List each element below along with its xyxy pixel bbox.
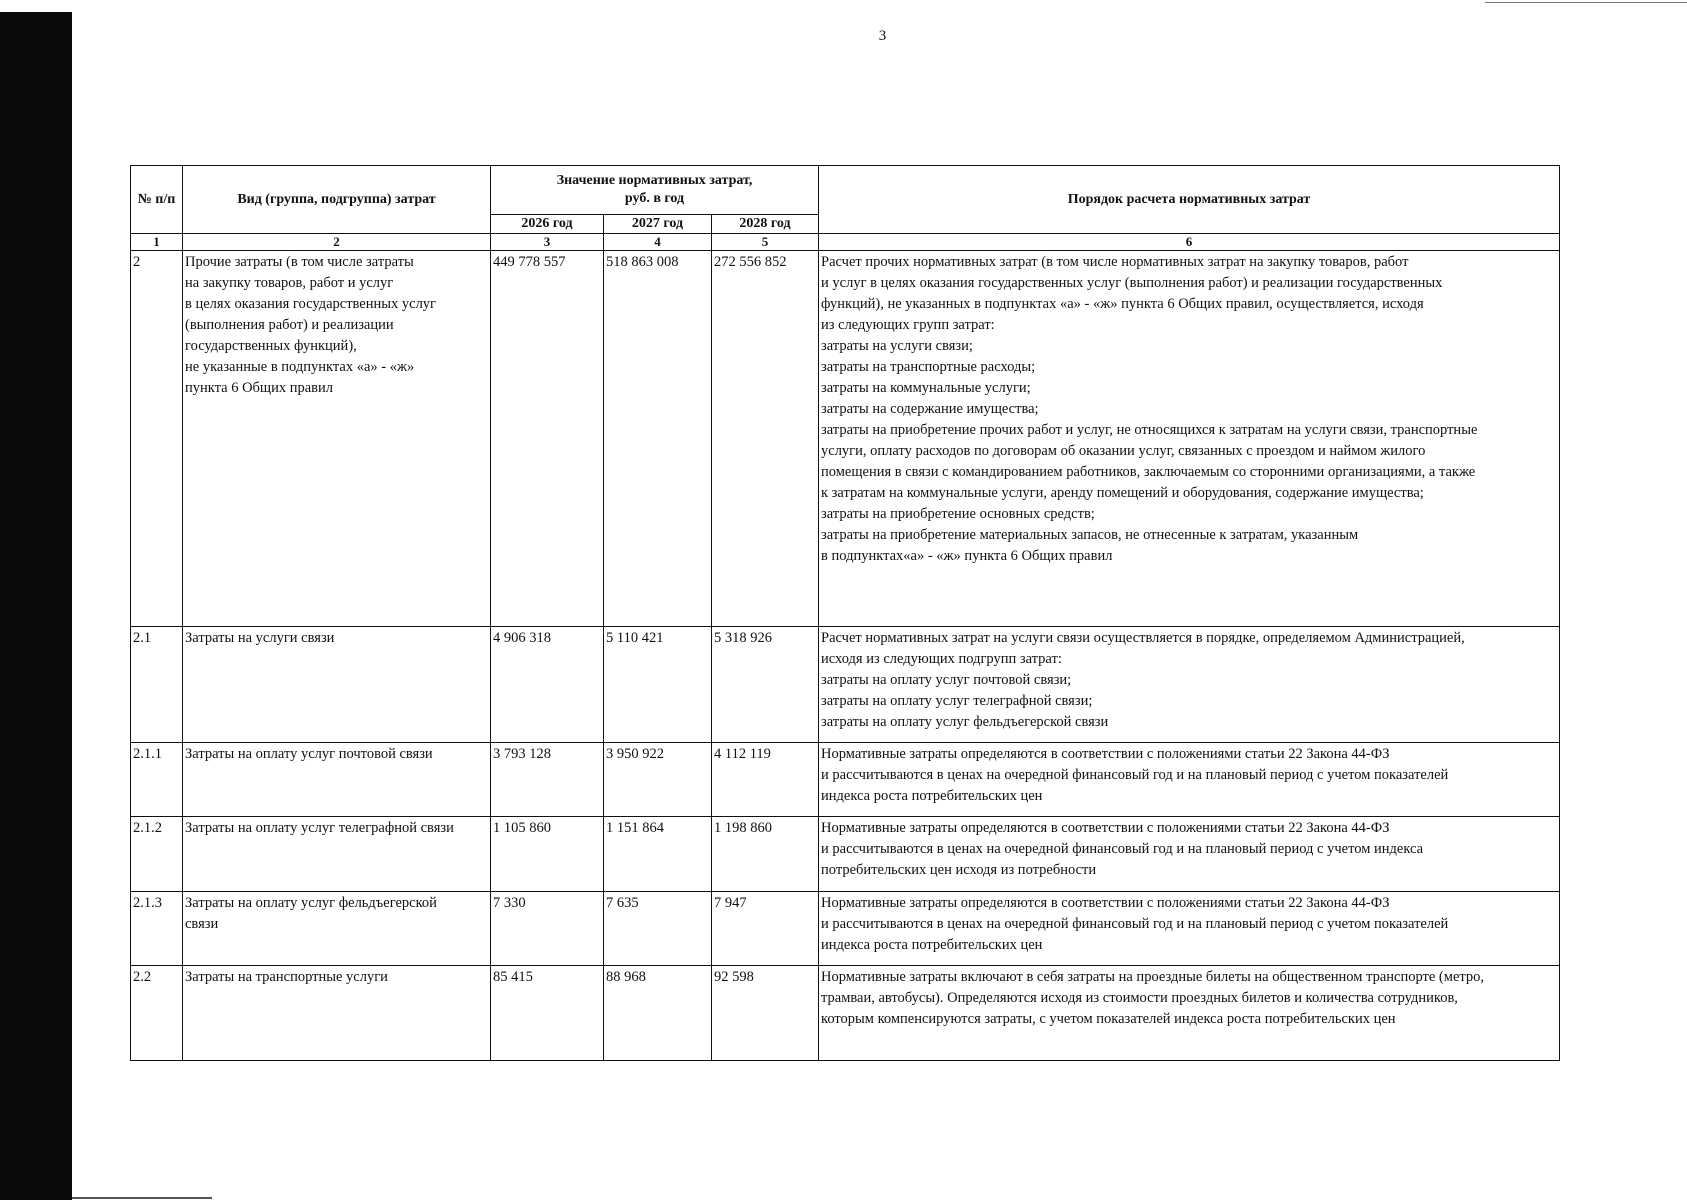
- row-procedure: Нормативные затраты определяются в соответствии с положениями статьи 22 Закона 44-ФЗ и рассчитываются в ценах на очередной финансовый год и на плановый период с учетом показателей индекса роста потребительских цен: [819, 891, 1560, 965]
- table-row: [131, 817, 1560, 891]
- row-num: 2.2: [131, 965, 183, 1060]
- header-year-2027: 2027 год: [604, 215, 712, 234]
- row-cost-type: Прочие затраты (в том числе затраты на закупку товаров, работ и услуг в целях оказания государственных услуг (выполнения работ) и реализации государственных функций), не указанные в подпунктах «а» - «ж» пункта 6 Общих правил: [183, 251, 491, 627]
- row-cost-type: Затраты на транспортные услуги: [183, 965, 491, 1060]
- scan-edge-bar: [0, 12, 72, 1200]
- header-value-group: Значение нормативных затрат, руб. в год: [491, 166, 819, 215]
- scan-artifact-line: [1485, 2, 1687, 3]
- row-procedure: Расчет прочих нормативных затрат (в том числе нормативных затрат на закупку товаров, работ и услуг в целях оказания государственных услуг (выполнения работ) и реализации государственных функций), не указанных в подпунктах «а» - «ж» пункта 6 Общих правил, осуществляется, исходя из следующих групп затрат: затраты на услуги связи; затраты на транспортные расходы; затраты на коммунальные услуги; затраты на содержание имущества; затраты на приобретение прочих работ и услуг, не относящихся к затратам на услуги связи, транспортные услуги, оплату расходов по договорам об оказании услуг, связанных с проездом и наймом жилого помещения в связи с командированием работников, заключаемым со сторонними организациями, а также к затратам на коммунальные услуги, аренду помещений и оборудования, содержание имущества; затраты на приобретение основных средств; затраты на приобретение материальных запасов, не отнесенные к затратам, указанным в подпунктах«а» - «ж» пункта 6 Общих правил: [819, 251, 1560, 627]
- header-year-2028: 2028 год: [712, 215, 819, 234]
- page-number: 3: [878, 28, 887, 44]
- row-procedure: Расчет нормативных затрат на услуги связи осуществляется в порядке, определяемом Администрацией, исходя из следующих подгрупп затрат: затраты на оплату услуг почтовой связи; затраты на оплату услуг телеграфной связи; затраты на оплату услуг фельдъегерской связи: [819, 627, 1560, 743]
- row-cost-type: Затраты на оплату услуг телеграфной связи: [183, 817, 491, 891]
- header-procedure: Порядок расчета нормативных затрат: [819, 166, 1560, 234]
- row-value-2026: 4 906 318: [491, 627, 604, 743]
- column-number: 1: [131, 234, 183, 251]
- table-row: [131, 251, 1560, 627]
- header-year-2026: 2026 год: [491, 215, 604, 234]
- row-num: 2.1.2: [131, 817, 183, 891]
- table-row: [131, 891, 1560, 965]
- row-value-2028: 5 318 926: [712, 627, 819, 743]
- row-value-2028: 4 112 119: [712, 742, 819, 816]
- row-procedure: Нормативные затраты включают в себя затраты на проездные билеты на общественном транспорте (метро, трамваи, автобусы). Определяются исходя из стоимости проездных билетов и количества сотрудников, которым компенсируются затраты, с учетом показателей индекса роста потребительских цен: [819, 965, 1560, 1060]
- row-procedure: Нормативные затраты определяются в соответствии с положениями статьи 22 Закона 44-ФЗ и рассчитываются в ценах на очередной финансовый год и на плановый период с учетом показателей индекса роста потребительских цен: [819, 742, 1560, 816]
- row-value-2028: 92 598: [712, 965, 819, 1060]
- header-num: № п/п: [131, 166, 183, 234]
- row-value-2027: 7 635: [604, 891, 712, 965]
- row-value-2027: 5 110 421: [604, 627, 712, 743]
- row-num: 2.1.3: [131, 891, 183, 965]
- table-row: [131, 965, 1560, 1060]
- cost-norms-table-container: [130, 165, 1559, 1061]
- row-cost-type: Затраты на услуги связи: [183, 627, 491, 743]
- table-row: [131, 627, 1560, 743]
- row-value-2026: 7 330: [491, 891, 604, 965]
- column-number: 5: [712, 234, 819, 251]
- scan-artifact-line: [72, 1197, 212, 1199]
- row-value-2026: 449 778 557: [491, 251, 604, 627]
- cost-norms-table: [130, 165, 1560, 1061]
- row-num: 2: [131, 251, 183, 627]
- row-value-2026: 1 105 860: [491, 817, 604, 891]
- row-value-2028: 7 947: [712, 891, 819, 965]
- column-number: 4: [604, 234, 712, 251]
- row-value-2026: 85 415: [491, 965, 604, 1060]
- row-cost-type: Затраты на оплату услуг почтовой связи: [183, 742, 491, 816]
- column-number: 3: [491, 234, 604, 251]
- row-value-2027: 518 863 008: [604, 251, 712, 627]
- row-value-2028: 1 198 860: [712, 817, 819, 891]
- column-number: 2: [183, 234, 491, 251]
- row-num: 2.1.1: [131, 742, 183, 816]
- header-cost-type: Вид (группа, подгруппа) затрат: [183, 166, 491, 234]
- row-procedure: Нормативные затраты определяются в соответствии с положениями статьи 22 Закона 44-ФЗ и рассчитываются в ценах на очередной финансовый год и на плановый период с учетом индекса потребительских цен исходя из потребности: [819, 817, 1560, 891]
- table-row: [131, 742, 1560, 816]
- row-cost-type: Затраты на оплату услуг фельдъегерской связи: [183, 891, 491, 965]
- column-number: 6: [819, 234, 1560, 251]
- row-value-2027: 3 950 922: [604, 742, 712, 816]
- row-num: 2.1: [131, 627, 183, 743]
- row-value-2027: 1 151 864: [604, 817, 712, 891]
- row-value-2027: 88 968: [604, 965, 712, 1060]
- row-value-2028: 272 556 852: [712, 251, 819, 627]
- row-value-2026: 3 793 128: [491, 742, 604, 816]
